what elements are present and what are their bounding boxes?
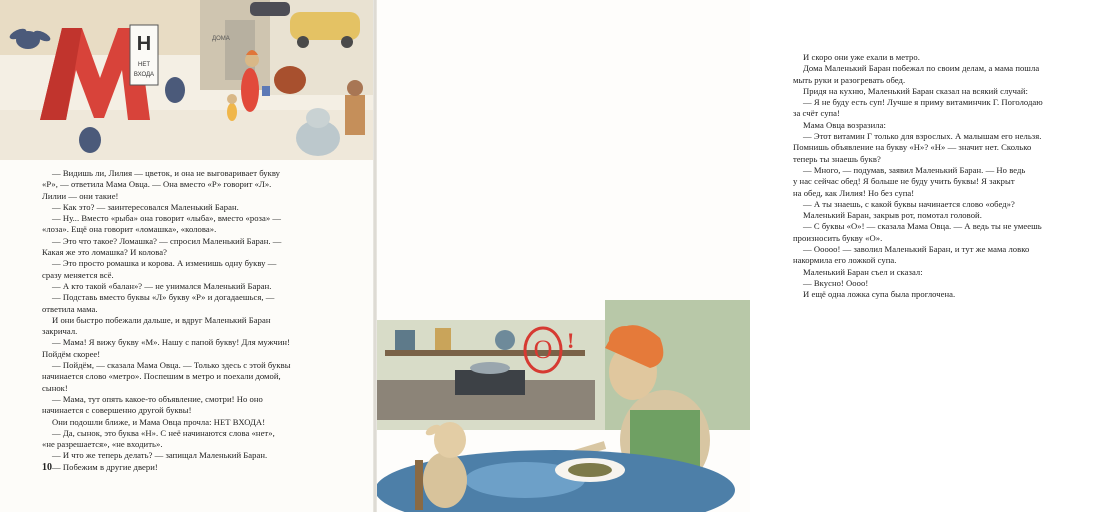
paragraph: начинается с совершенно другой буквы!	[42, 405, 192, 416]
paragraph: — Этот витамин Г только для взрослых. А малышам его нельзя.	[803, 131, 1042, 142]
paragraph: Они подошли ближе, и Мама Овца прочла: НЕТ ВХОДА!	[52, 416, 266, 427]
paragraph: сынок!	[42, 382, 68, 393]
paragraph: — Много, — подумав, заявил Маленький Баран. — Но ведь	[803, 164, 1026, 175]
paragraph: — Да, сынок, это буква «Н». С неё начинаются слова «нет»,	[52, 427, 275, 438]
paragraph: накормила его ложкой супа.	[793, 255, 897, 266]
paragraph: сразу меняется всё.	[42, 269, 114, 280]
exclamation-mark: !	[567, 328, 575, 353]
left-page-text	[42, 168, 360, 473]
paragraph: на обед, как Лилия! Но без супа!	[793, 187, 915, 198]
kitchen-illustration	[375, 300, 750, 512]
metro-street-illustration	[0, 0, 375, 160]
paragraph: у нас сейчас обед! Я больше не буду учить буквы! Я закрыт	[793, 176, 1015, 187]
paragraph: теперь ты знаешь букв?	[793, 153, 881, 164]
paragraph: Придя на кухню, Маленький Баран сказал на всякий случай:	[803, 85, 1028, 96]
paragraph: — С буквы «О»! — сказала Мама Овца. — А ведь ты не умеешь	[803, 221, 1042, 232]
paragraph: Маленький Баран съел и сказал:	[803, 266, 923, 277]
paragraph: Помнишь объявление на букву «Н»? «Н» — значит нет. Сколько	[793, 142, 1032, 153]
paragraph: мыть руки и разогревать обед.	[793, 74, 906, 85]
paragraph: И они быстро побежали дальше, и вдруг Маленький Баран	[52, 314, 271, 325]
paragraph: Лилии — они такие!	[42, 190, 119, 201]
paragraph: — Подставь вместо буквы «Л» букву «Р» и догадаешься, —	[52, 292, 275, 303]
paragraph: — Я не буду есть суп! Лучше я приму витаминчик Г. Поголодаю	[803, 97, 1043, 108]
sign-word-net: НЕТ	[138, 62, 150, 68]
paragraph: Мама Овца возразила:	[803, 119, 886, 130]
paragraph: Пойдём скорее!	[42, 348, 101, 359]
page-number: 10	[42, 462, 52, 473]
svg-text:Н: Н	[136, 33, 152, 55]
right-page-text	[793, 52, 1103, 301]
paragraph: — Мама! Я вижу букву «М». Нашу с папой букву! Для мужчин!	[52, 337, 290, 348]
spoken-letter: O	[533, 335, 553, 364]
paragraph: — Это просто ромашка и корова. А изменишь одну букву —	[52, 258, 277, 269]
paragraph: Маленький Баран, закрыв рот, помотал головой.	[803, 210, 982, 221]
paragraph: Дома Маленький Баран побежал по своим делам, а мама пошла	[803, 63, 1040, 74]
shop-sign: ДОМА	[212, 36, 230, 42]
right-page	[375, 0, 1043, 512]
paragraph: — Ну... Вместо «рыба» она говорит «лыба», вместо «роза» —	[52, 213, 282, 224]
paragraph: «лоза». Ещё она говорит «ломашка», «колова».	[42, 224, 217, 235]
paragraph: — А кто такой «балан»? — не унимался Маленький Баран.	[52, 280, 272, 291]
book-gutter	[373, 0, 377, 512]
paragraph: Какая же это ломашка? И колова?	[42, 247, 167, 258]
paragraph: — Побежим в другие двери!	[52, 461, 158, 472]
paragraph: начинается слово «метро». Поспешим в метро и поехали домой,	[42, 371, 281, 382]
paragraph: ответила мама.	[42, 303, 98, 314]
paragraph: И ещё одна ложка супа была проглочена.	[803, 289, 956, 300]
paragraph: — И что же теперь делать? — запищал Маленький Баран.	[52, 450, 268, 461]
paragraph: — А ты знаешь, с какой буквы начинается слово «обед»?	[803, 198, 1015, 209]
paragraph: закричал.	[42, 326, 78, 337]
sign-word-vhoda: ВХОДА	[133, 72, 155, 78]
paragraph: «Р», — ответила Мама Овца. — Она вместо «Р» говорит «Л».	[42, 179, 272, 190]
paragraph: — Как это? — заинтересовался Маленький Баран.	[52, 201, 239, 212]
paragraph: — Пойдём, — сказала Мама Овца. — Только здесь с этой буквы	[52, 360, 291, 371]
paragraph: — Видишь ли, Лилия — цветок, и она не выговаривает букву	[52, 168, 281, 178]
paragraph: — Мама, тут опять какое-то объявление, смотри! Но оно	[52, 393, 263, 404]
paragraph: — Это что такое? Ломашка? — спросил Маленький Баран. —	[52, 235, 282, 246]
paragraph: И скоро они уже ехали в метро.	[803, 52, 920, 62]
paragraph: — Вкусно! Оооо!	[803, 277, 869, 288]
paragraph: произносить букву «О».	[793, 232, 883, 243]
paragraph: — Ооооо! — заволил Маленький Баран, и тут же мама ловко	[803, 244, 1030, 255]
paragraph: за счёт супа!	[793, 108, 840, 119]
left-page	[0, 0, 375, 512]
paragraph: «не разрешается», «не входить».	[42, 439, 163, 450]
